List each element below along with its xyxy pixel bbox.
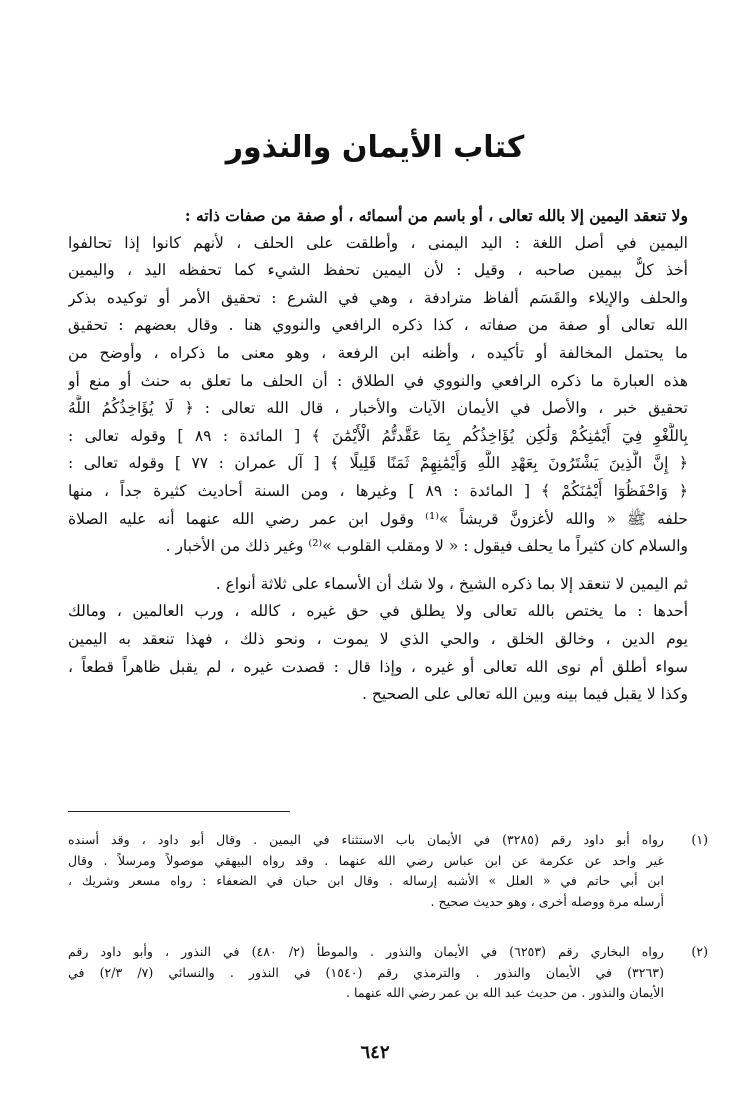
footnote-line: الأيمان والنذور . من حديث عبد الله بن عمر رضي الله عنهما . bbox=[346, 985, 664, 1000]
chapter-title: كتاب الأيمان والنذور bbox=[225, 130, 525, 165]
text-line: هذه العبارة ما ذكره الرافعي والنووي في الطلاق : أن الحلف ما تعلق به حنث أو منع أو bbox=[68, 371, 688, 390]
text-line: يوم الدين ، وخالق الخلق ، والحي الذي لا يموت ، ونحو ذلك ، فهذا تنعقد به اليمين bbox=[68, 629, 688, 648]
text-line: أحدها : ما يختص بالله تعالى ولا يطلق في حق غيره ، كالله ، ورب العالمين ، ومالك bbox=[68, 602, 688, 621]
footnote-line: ابن أبي حاتم في « العلل » الأشبه إرساله . وقال ابن حبان في الضعفاء : رواه مسعر وشريك ، bbox=[68, 873, 664, 888]
footnote-line: أرسله مرة ووصله أخرى ، وهو حديث صحيح . bbox=[430, 893, 664, 909]
text-line: سواء أطلق أم نوى الله تعالى أو غيره ، وإذا قال : قصدت غيره ، لم يقبل ظاهراً قطعاً ، bbox=[68, 657, 688, 676]
text-line: ﴿ وَاحْفَظُوٓا أَيْمَٰنَكُمْ ﴾ [ المائدة : ٨٩ ] وغيرها ، ومن السنة أحاديث كثيرة جداً ، منها bbox=[68, 481, 688, 500]
text-line: اليمين في أصل اللغة : اليد اليمنى ، وأطلقت على الحلف ، لأنهم كانوا إذا تحالفوا bbox=[68, 233, 688, 252]
footnote-line: رواه البخاري رقم (٦٢٥٣) في الأيمان والنذور . والموطأ (٢/ ٤٨٠) في النذور ، وأبو داود رقم bbox=[68, 944, 664, 959]
footnote-line: (٣٢٦٣) في الأيمان والنذور . والترمذي رقم (١٥٤٠) في النذور . والنسائي (٧/ ٢/٣) في bbox=[68, 964, 664, 980]
footnote-divider bbox=[68, 811, 290, 812]
footnote-line: رواه أبو داود رقم (٣٢٨٥) في الأيمان باب الاستثناء في اليمين . وقال أبو داود ، وقد أسنده bbox=[68, 832, 664, 847]
text-line: بِاللَّغْوِ فِيٓ أَيْمَٰنِكُمْ وَلَٰكِن يُؤَاخِذُكُم بِمَا عَقَّدتُّمُ الْأَيْمَٰنَ ﴾ [ المائدة : ٨٩ ] وقوله تعالى : bbox=[68, 426, 688, 445]
text-line: تحقيق خبر ، والأصل في الأيمان الآيات والأخبار ، قال الله تعالى : ﴿ لَا يُؤَاخِذُكُمُ اللَّهُ bbox=[68, 399, 688, 418]
text-line: حلفه ﷺ « والله لأغزونَّ قريشاً »⁽¹⁾ وقول ابن عمر رضي الله عنهما أنه عليه الصلاة bbox=[68, 509, 688, 528]
footnote-text bbox=[68, 830, 664, 912]
footnote-line: غير واحد عن عكرمة عن ابن عباس رضي الله عنهما . وقد رواه البيهقي موصولاً ومرسلاً . وقال bbox=[68, 852, 664, 868]
paragraph-gap bbox=[68, 561, 688, 571]
text-line: وكذا لا يقبل فيما بينه وبين الله تعالى على الصحيح . bbox=[361, 685, 688, 704]
text-line: ثم اليمين لا تنعقد إلا بما ذكره الشيخ ، ولا شك أن الأسماء على ثلاثة أنواع . bbox=[215, 574, 688, 593]
text-line: والسلام كان كثيراً ما يحلف فيقول : « لا ومقلب القلوب »⁽²⁾ وغير ذلك من الأخبار . bbox=[165, 537, 688, 556]
page-number: ٦٤٢ bbox=[360, 1042, 390, 1063]
footnote-number: (١) bbox=[691, 832, 708, 847]
footnote-text bbox=[68, 942, 664, 1004]
footnote-2 bbox=[68, 942, 708, 1012]
text-line: الله تعالى أو صفة من صفاته ، كذا ذكره الرافعي والنووي هنا . وقال بعضهم : تحقيق bbox=[68, 316, 688, 335]
text-line: أخذ كلٌّ بيمين صاحبه ، وقيل : لأن اليمين تحفظ الشيء كما تحفظه اليد ، واليمين bbox=[68, 261, 688, 280]
main-text bbox=[68, 202, 688, 709]
text-line: ولا تنعقد اليمين إلا بالله تعالى ، أو باسم من أسمائه ، أو صفة من صفات ذاته : bbox=[184, 206, 688, 225]
text-line: ما يحتمل المخالفة أو تأكيده ، وأظنه ابن الرفعة ، وهو معنى ما ذكراه ، وأوضح من bbox=[68, 343, 688, 362]
text-line: والحلف والإيلاء والقَسَم ألفاظ مترادفة ، وهي في الشرع : تحقيق الأمر أو توكيده بذكر bbox=[68, 288, 688, 307]
footnote-number: (٢) bbox=[691, 944, 708, 959]
text-line: ﴿ إِنَّ الَّذِينَ يَشْتَرُونَ بِعَهْدِ اللَّهِ وَأَيْمَٰنِهِمْ ثَمَنًا قَلِيلًا ﴾ [ آل عمران : ٧٧ ] وقوله تعالى : bbox=[68, 454, 688, 473]
footnote-1 bbox=[68, 830, 708, 920]
